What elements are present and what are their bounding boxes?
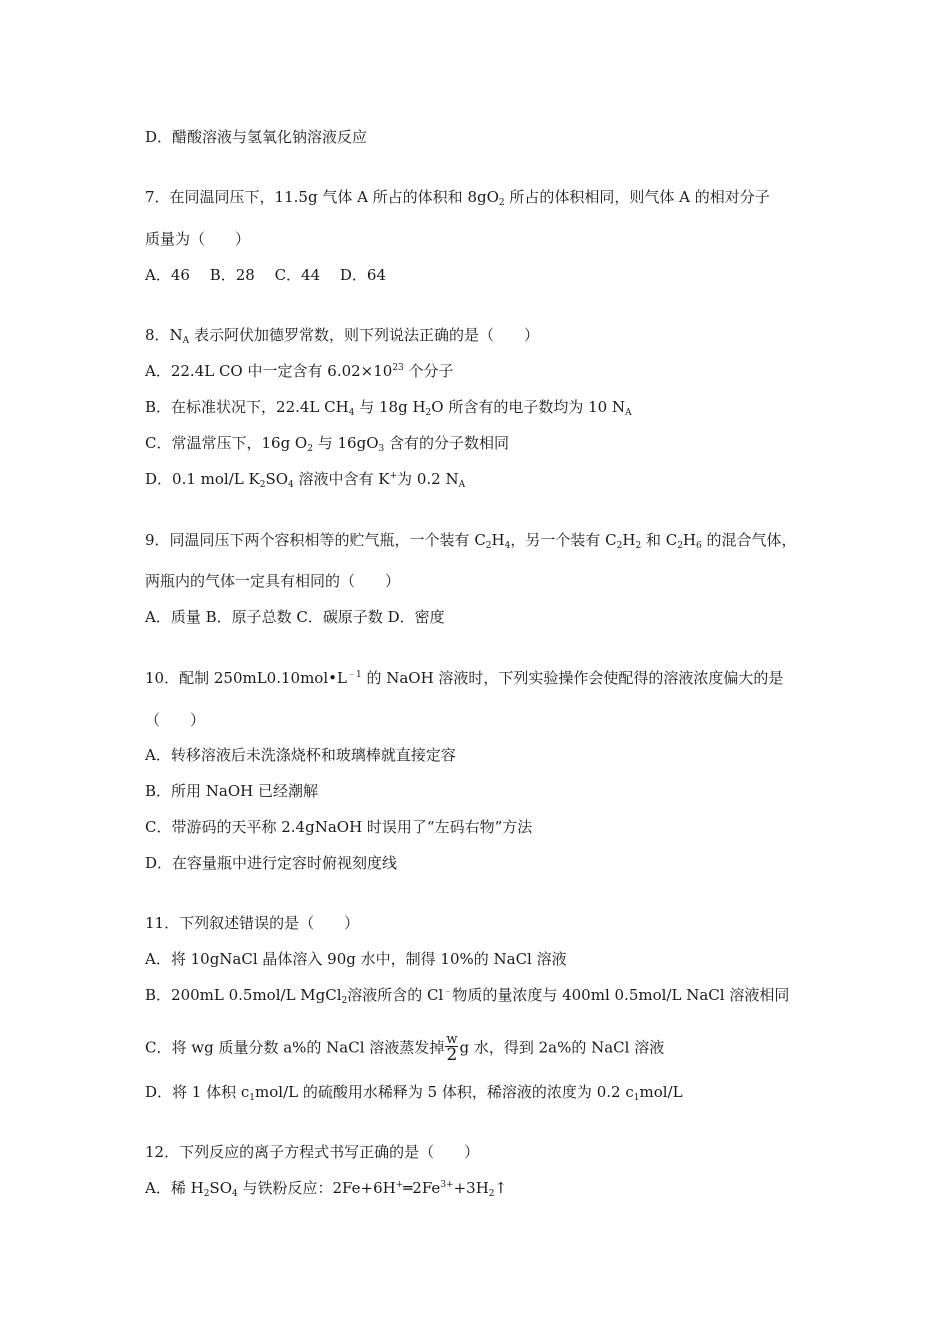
question-12-stem: 12．下列反应的离子方程式书写正确的是（ ） [145,1143,480,1161]
question-9-stem: 9．同温同压下两个容积相等的贮气瓶，一个装有 $C_2H_4$，另一个装有 $C_2H_2$ 和 $C_2H_6$ 的混合气体， [145,531,797,551]
question-11-stem: 11．下列叙述错误的是（ ） [145,914,360,932]
question-10-option-a: A．转移溶液后未洗涤烧杯和玻璃棒就直接定容 [145,746,456,764]
question-11-option-d: D．将 1 体积 $c_1mol/L$ 的硫酸用水稀释为 5 体积，稀溶液的浓度为 0.2 $c_1mol/L$ [145,1083,683,1103]
fraction-w-over-2: $\frac{w}{2}$ [446,1032,458,1065]
question-11-option-c: C．将 wg 质量分数 a%的 NaCl 溶液蒸发掉 $\frac{w}{2}$ g 水，得到 2a%的 NaCl 溶液 [145,1032,665,1065]
question-10-option-b: B．所用 NaOH 已经潮解 [145,782,319,800]
question-11-option-a: A．将 10gNaCl 晶体溶入 90g 水中，制得 10%的 NaCl 溶液 [145,950,567,968]
question-7-stem: 7．在同温同压下，11.5g 气体 A 所占的体积和 $8gO_2$ 所占的体积相同，则气体 A 的相对分子 [145,188,770,208]
question-8-option-d: D．0.1 mol/L $K_2SO_4$ 溶液中含有 K+为 0.2 $N_A$ [145,470,466,490]
question-9-stem-cont: 两瓶内的气体一定具有相同的（ ） [145,572,401,590]
question-7-options: A．46 B．28 C．44 D．64 [145,266,387,284]
question-9-options: A．质量 B．原子总数 C．碳原子数 D．密度 [145,608,445,626]
question-10-option-d: D．在容量瓶中进行定容时俯视刻度线 [145,854,398,872]
question-10-stem: 10．配制 $250mL0.10mol•L^{﹣1}$ 的 NaOH 溶液时，下列实验操作会使配得的溶液浓度偏大的是 [145,669,784,687]
question-10-stem-cont: （ ） [145,711,206,729]
question-8-option-b: B．在标准状况下，22.4L $CH_4$ 与 18g $H_2O$ 所含有的电子数均为 10 $N_A$ [145,398,632,418]
option-d-q6: D．醋酸溶液与氢氧化钠溶液反应 [145,128,368,146]
question-11-option-b: B．200mL 0.5mol/L MgCl$_2$溶液所含的 Cl﹣物质的量浓度与 400ml 0.5mol/L NaCl 溶液相同 [145,986,790,1006]
question-10-option-c: C．带游码的天平称 2.4gNaOH 时误用了“左码右物”方法 [145,818,533,836]
question-8-option-c: C．常温常压下，16g $O_2$ 与 $16gO_3$ 含有的分子数相同 [145,434,510,454]
question-8-stem: 8．$N_A$ 表示阿伏加德罗常数，则下列说法正确的是（ ） [145,326,539,346]
question-7-stem-cont: 质量为（ ） [145,230,251,248]
question-12-option-a: A．稀 $H_2SO_4$ 与铁粉反应：$2Fe+6H^+═2Fe^{3+}+3H_2↑$ [145,1179,508,1199]
question-8-option-a: A．22.4L CO 中一定含有 $6.02\times 10^{23}$ 个分子 [145,362,454,380]
